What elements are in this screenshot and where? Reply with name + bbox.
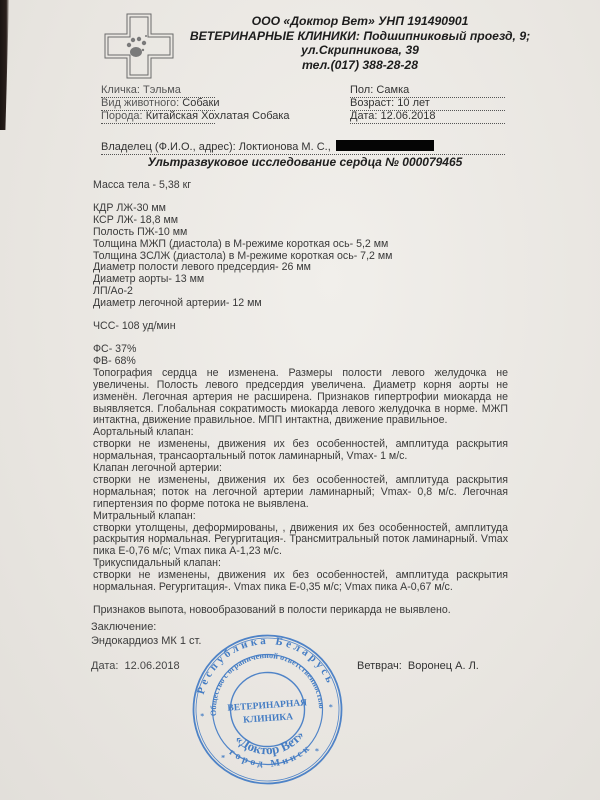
measurement: КДР ЛЖ-30 мм	[93, 201, 166, 214]
measurement: Толщина МЖП (диастола) в М-режиме короткая ось- 5,2 мм	[93, 237, 389, 250]
svg-text:*: *	[328, 702, 334, 712]
clinic-logo-cross-paw-icon	[103, 12, 175, 80]
species-value: Собаки	[182, 97, 220, 109]
redacted-address	[336, 140, 434, 151]
svg-text:Республика Беларусь: Республика Беларусь	[194, 634, 338, 696]
age-value: 10 лет	[397, 97, 430, 109]
field-date: Дата: 12.06.2018	[350, 110, 505, 124]
field-breed: Порода: Китайская Хохлатая Собака	[101, 110, 290, 122]
valve-text-tricuspid: створки не изменены, движения их без особенностей, амплитуда раскрытия нормальная. Регургитация-. Vmax пика Е-0,35 м/с; Vmax пика А-0,67 м/с.	[93, 569, 508, 594]
svg-text:ВЕТЕРИНАРНАЯ: ВЕТЕРИНАРНАЯ	[227, 698, 308, 714]
signature-doctor: Ветврач: Воронец А. Л.	[357, 660, 479, 672]
measurement: ЛП/Ао-2	[93, 285, 133, 298]
sex-value: Самка	[376, 84, 410, 96]
svg-text:«Доктор Вет»: «Доктор Вет»	[232, 727, 307, 758]
valve-heading-mitral: Митральный клапан:	[93, 509, 196, 522]
svg-text:КЛИНИКА: КЛИНИКА	[242, 712, 294, 726]
measurement: Диаметр полости левого предсердия- 26 мм	[93, 261, 311, 274]
heart-rate: ЧСС- 108 уд/мин	[93, 320, 176, 333]
fractional-shortening: ФС- 37%	[93, 342, 137, 355]
valve-text-aortic: створки не изменены, движения их без особенностей, амплитуда раскрытия нормальная, трансаортальный поток ламинарный, Vmax- 1 м/с.	[93, 438, 508, 463]
doctor-name: Воронец А. Л.	[407, 660, 479, 672]
street-line: ул.Скрипникова, 39	[301, 43, 419, 57]
measurement: Диаметр легочной артерии- 12 мм	[93, 297, 262, 310]
ejection-fraction: ФВ- 68%	[93, 354, 136, 367]
field-pet-name: Кличка: Тэльма	[101, 84, 215, 98]
phone-line: тел.(017) 388-28-28	[302, 57, 418, 72]
date-value: 12.06.2018	[380, 110, 436, 122]
field-age: Возраст: 10 лет	[350, 97, 505, 111]
body-weight: Масса тела - 5,38 кг	[93, 179, 192, 191]
letterhead	[180, 14, 540, 72]
measurement: Полость ПЖ-10 мм	[93, 225, 188, 238]
measurement: Толщина ЗСЛЖ (диастола) в М-режиме короткая ось- 7,2 мм	[93, 249, 393, 262]
signature-date-value: 12.06.2018	[124, 660, 180, 672]
field-species: Вид животного: Собаки	[101, 97, 220, 109]
svg-text:*: *	[314, 746, 320, 756]
valve-heading-tricuspid: Трикуспидальный клапан:	[93, 557, 221, 570]
svg-text:*: *	[199, 711, 205, 721]
valve-heading-pulmonary: Клапан легочной артерии:	[93, 462, 222, 475]
measurement: Диаметр аорты- 13 мм	[93, 273, 205, 286]
field-sex: Пол: Самка	[350, 84, 505, 98]
field-owner: Владелец (Ф.И.О., адрес): Локтионова М. С.,	[101, 140, 505, 155]
svg-text:Общество с ограниченной ответс: Общество с ограниченной ответственностью	[208, 650, 327, 717]
report-title: Ультразвуковое исследование сердца № 000079465	[147, 155, 463, 169]
conclusion-label: Заключение:	[91, 621, 157, 633]
breed-value: Китайская Хохлатая Собака	[145, 110, 290, 122]
valve-heading-aortic: Аортальный клапан:	[93, 426, 194, 439]
company-line: ООО «Доктор Вет» УНП 191490901	[251, 14, 469, 28]
conclusion-text: Эндокардиоз МК 1 ст.	[91, 634, 202, 647]
report-body	[93, 180, 508, 617]
svg-text:*: *	[220, 753, 226, 763]
pet-name-value: Тэльма	[143, 84, 181, 96]
svg-text:город Минск: город Минск	[226, 741, 315, 770]
valve-text-mitral: створки утолщены, деформированы, , движения их без особенностей, амплитуда раскрытия нормальная. Регургитация-. Трансмитральный поток ламинарный. Vmax пика Е-0,76 м/с; Vmax пика А-1,23 м/с.	[93, 521, 508, 558]
clinic-round-stamp-icon	[185, 627, 350, 792]
summary-paragraph: Топография сердца не изменена. Размеры полости левого желудочка не увеличены. Полость левого предсердия увеличена. Диаметр корня аорты не изменён. Легочная артерия не расширена. Признаков гипертрофии миокарда не выявляется. Глобальная сократимость миокарда левого желудочка в норме. МЖП интактна, движение правильное. МПП интактна, движение правильное.	[93, 366, 508, 427]
pericardium-note: Признаков выпота, новообразований в полости перикарда не выявлено.	[93, 604, 451, 616]
owner-name: Локтионова М. С.,	[238, 141, 331, 153]
valve-text-pulmonary: створки не изменены, движения их без особенностей, амплитуда раскрытия нормальная; поток на легочной артерии ламинарный; Vmax- 0,8 м/с. Легочная гипертензия по форме потока не выявлена.	[93, 473, 508, 510]
signature-date: Дата: 12.06.2018	[91, 660, 180, 672]
measurement: КСР ЛЖ- 18,8 мм	[93, 213, 179, 226]
clinics-address-line: ВЕТЕРИНАРНЫЕ КЛИНИКИ: Подшипниковый проезд, 9;	[189, 28, 531, 43]
